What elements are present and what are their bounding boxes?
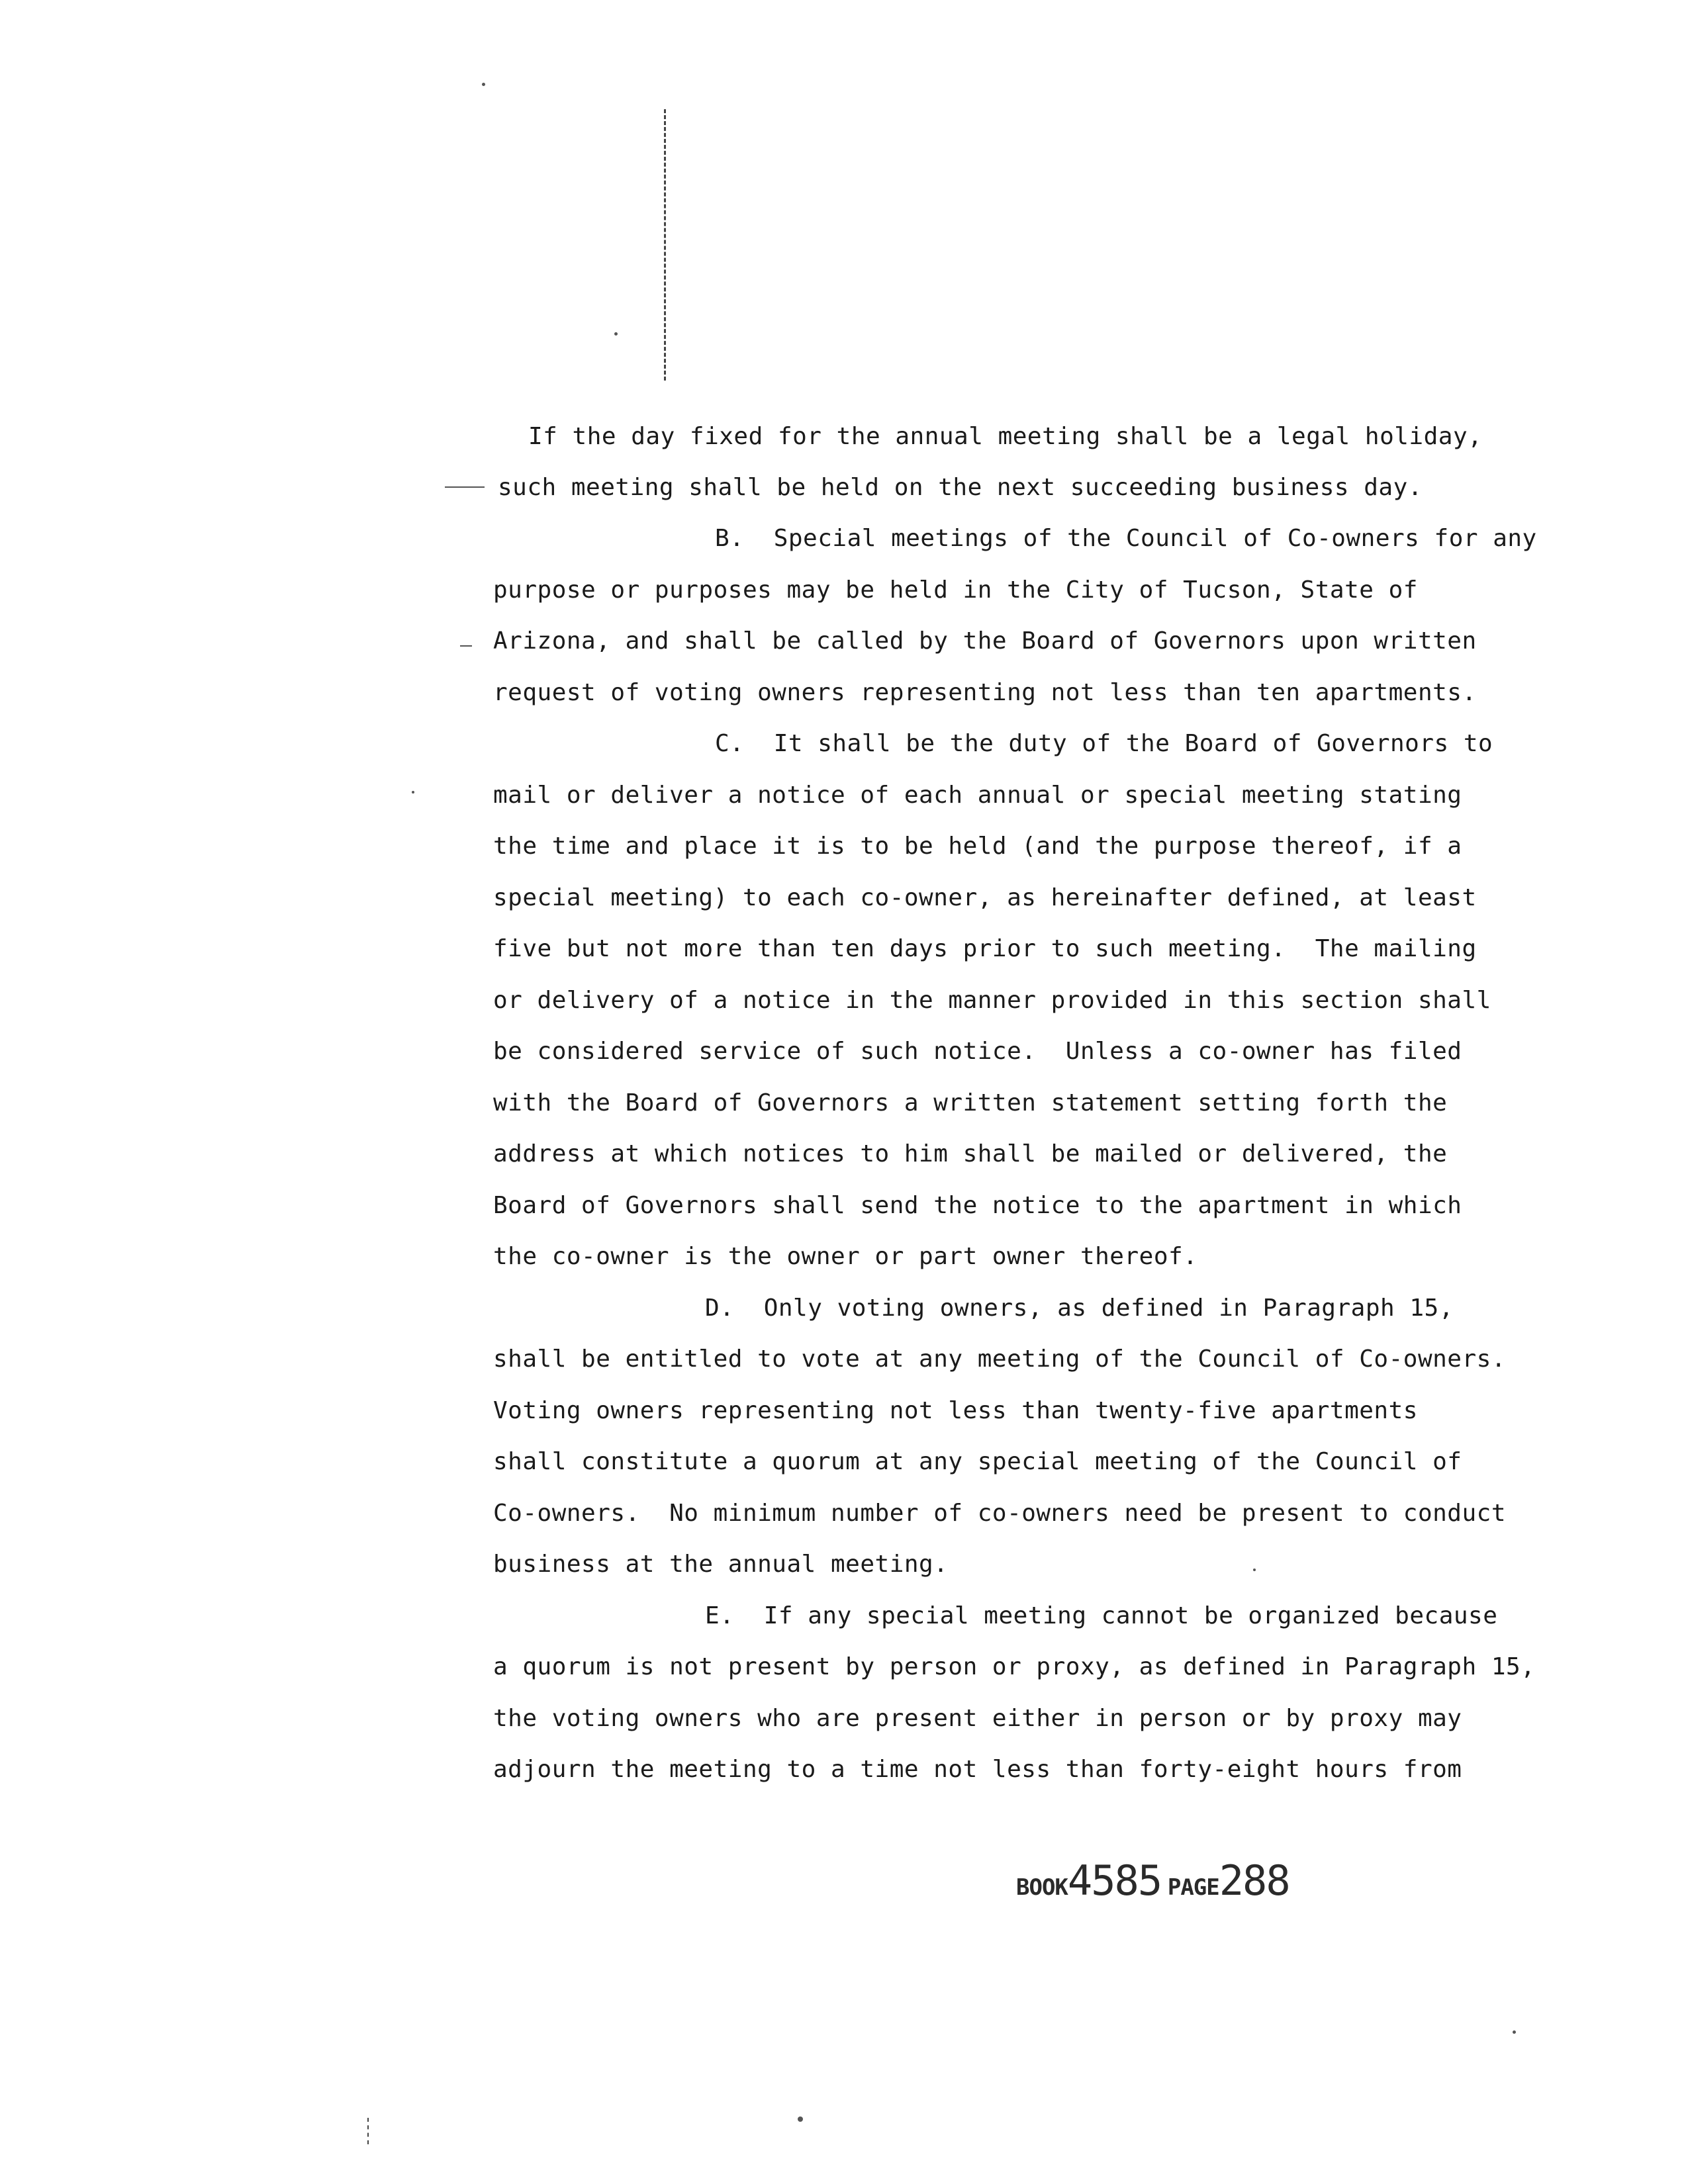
text-line: address at which notices to him shall be mailed or delivered, the: [493, 1140, 1448, 1167]
scan-artifact-dot: [412, 791, 414, 794]
scan-artifact-dot: [798, 2116, 803, 2122]
text-line: If the day fixed for the annual meeting shall be a legal holiday,: [528, 423, 1483, 450]
scan-artifact-dot: [482, 83, 485, 86]
book-number: 4585: [1067, 1856, 1162, 1905]
text-line: shall be entitled to vote at any meeting of the Council of Co-owners.: [493, 1345, 1506, 1373]
text-line: D. Only voting owners, as defined in Paragraph 15,: [705, 1295, 1454, 1322]
text-line: such meeting shall be held on the next succeeding business day.: [498, 474, 1423, 501]
text-line: be considered service of such notice. Unless a co-owner has filed: [493, 1038, 1462, 1065]
book-page-stamp: [1016, 1856, 1289, 1905]
scan-artifact-dot: [1513, 2030, 1516, 2034]
text-line: a quorum is not present by person or proxy, as defined in Paragraph 15,: [493, 1653, 1536, 1680]
text-line: adjourn the meeting to a time not less than forty-eight hours from: [493, 1756, 1462, 1783]
scan-artifact-line: [367, 2118, 369, 2144]
scan-artifact-line: [664, 109, 666, 381]
text-line: request of voting owners representing not less than ten apartments.: [493, 679, 1477, 706]
text-line: the voting owners who are present either in person or by proxy may: [493, 1705, 1462, 1732]
text-line: shall constitute a quorum at any special meeting of the Council of: [493, 1448, 1462, 1475]
text-line: B. Special meetings of the Council of Co-owners for any: [715, 525, 1537, 552]
scan-artifact-dot: [1253, 1569, 1256, 1571]
text-line: or delivery of a notice in the manner provided in this section shall: [493, 987, 1491, 1014]
text-line: E. If any special meeting cannot be organized because: [705, 1602, 1498, 1629]
text-line: mail or deliver a notice of each annual or special meeting stating: [493, 782, 1462, 809]
text-line: business at the annual meeting.: [493, 1551, 949, 1578]
scan-artifact-dash: [460, 645, 472, 647]
text-line: Arizona, and shall be called by the Board of Governors upon written: [493, 627, 1477, 655]
text-line: special meeting) to each co-owner, as hereinafter defined, at least: [493, 884, 1477, 911]
scan-artifact-dash: [445, 486, 485, 488]
page-number: 288: [1219, 1856, 1289, 1905]
text-line: the co-owner is the owner or part owner thereof.: [493, 1243, 1198, 1270]
text-line: Board of Governors shall send the notice to the apartment in which: [493, 1192, 1462, 1219]
text-line: purpose or purposes may be held in the City of Tucson, State of: [493, 576, 1418, 604]
book-label: BOOK: [1016, 1874, 1068, 1901]
text-line: five but not more than ten days prior to such meeting. The mailing: [493, 935, 1477, 962]
text-line: C. It shall be the duty of the Board of Governors to: [715, 730, 1493, 757]
text-line: with the Board of Governors a written statement setting forth the: [493, 1089, 1448, 1116]
text-line: Voting owners representing not less than twenty-five apartments: [493, 1397, 1418, 1424]
scan-artifact-dot: [614, 332, 618, 336]
page-label: PAGE: [1167, 1874, 1219, 1901]
text-line: Co-owners. No minimum number of co-owners need be present to conduct: [493, 1500, 1506, 1527]
text-line: the time and place it is to be held (and the purpose thereof, if a: [493, 833, 1462, 860]
